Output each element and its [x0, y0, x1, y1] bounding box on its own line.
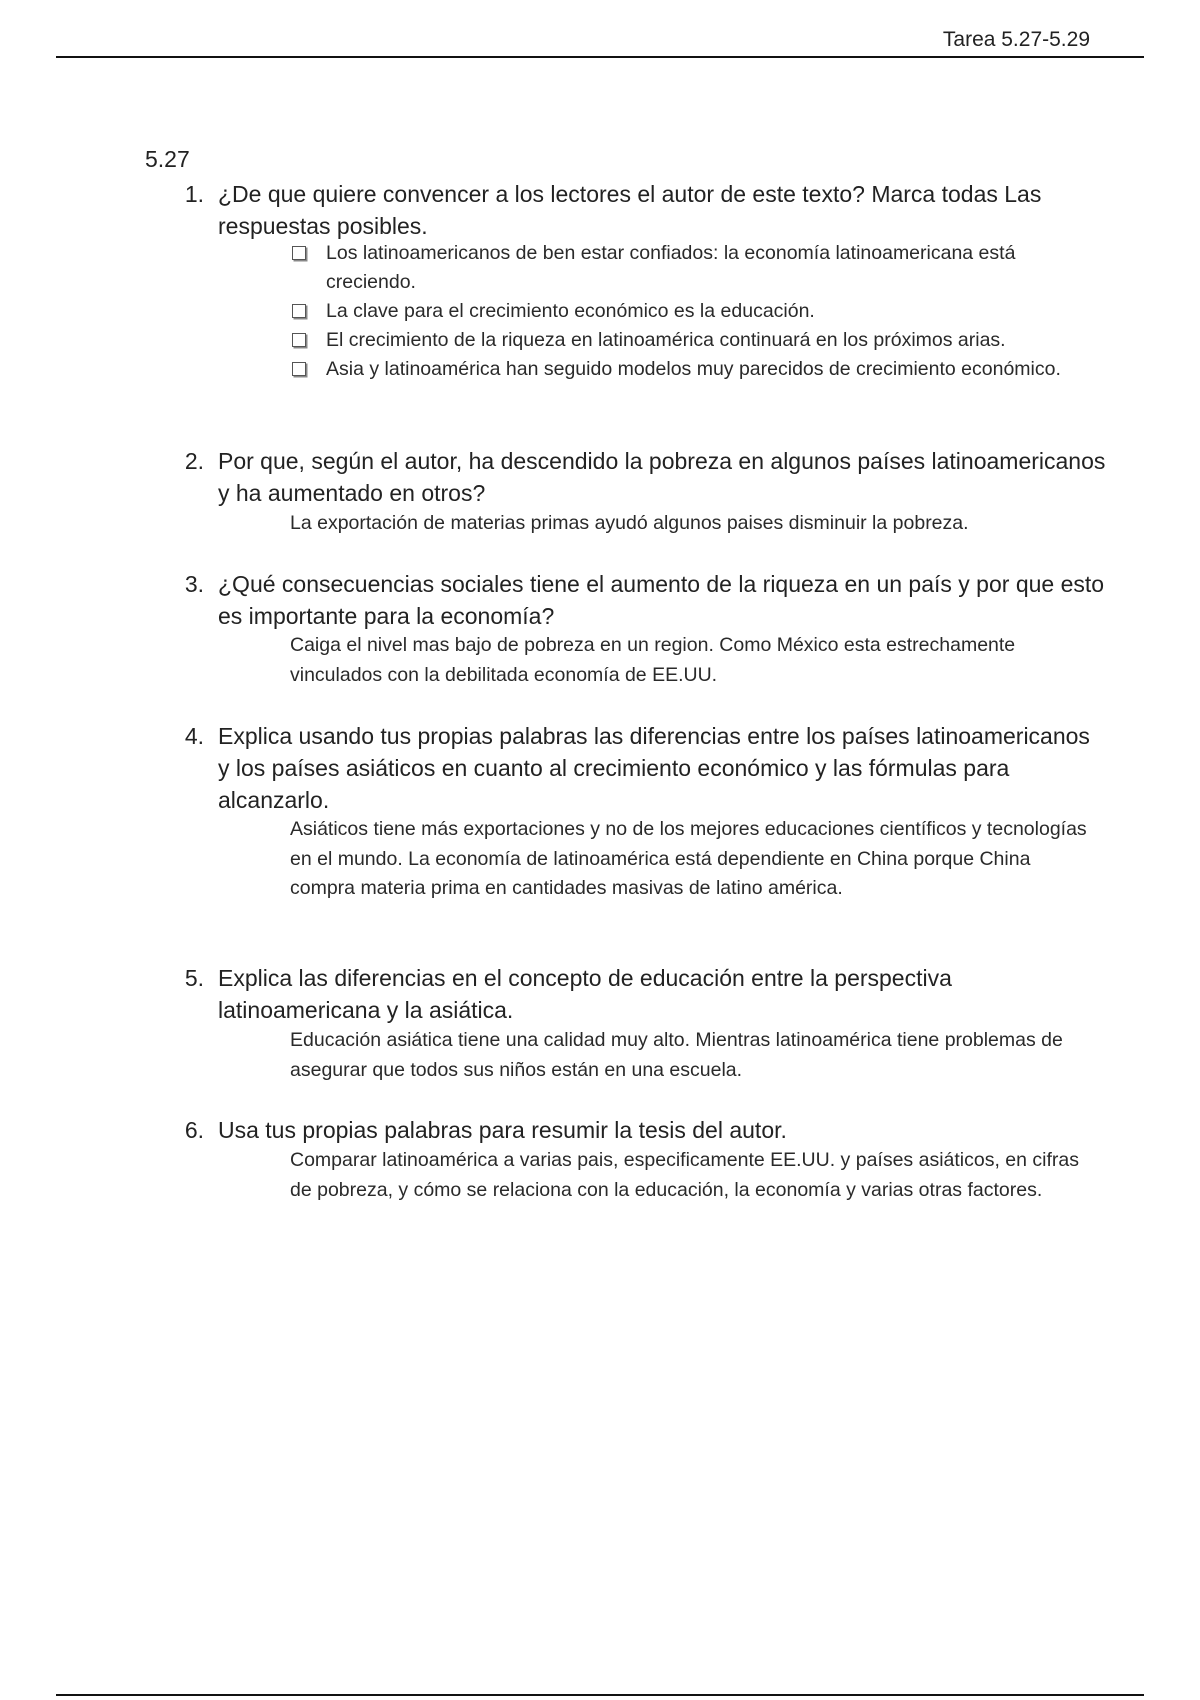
option-label: Asia y latinoamérica han seguido modelos muy parecidos de crecimiento económico.: [326, 358, 1061, 380]
checkbox-icon[interactable]: [292, 333, 306, 347]
question-number: 5.: [184, 965, 204, 991]
option-label: Los latinoamericanos de ben estar confiados: la economía latinoamericana está creciendo.: [326, 242, 1016, 293]
checkbox-icon[interactable]: [292, 362, 306, 376]
answer-text: Educación asiática tiene una calidad muy alto. Mientras latinoamérica tiene problemas de asegurar que todos sus niños están en una escuela.: [290, 1029, 1063, 1081]
answer-options: [290, 239, 1090, 384]
checkbox-icon[interactable]: [292, 246, 306, 260]
question-text: ¿Qué consecuencias sociales tiene el aumento de la riqueza en un país y por que esto es importante para la economía?: [218, 571, 1105, 629]
option-item[interactable]: [290, 297, 1090, 326]
question-text: Explica usando tus propias palabras las diferencias entre los países latinoamericanos y los países asiáticos en cuanto al crecimiento económico y las fórmulas para alcanzarlo.: [218, 723, 1090, 813]
question-3: [176, 568, 1106, 632]
question-text: ¿De que quiere convencer a los lectores el autor de este texto? Marca todas Las respuestas posibles.: [218, 181, 1042, 239]
option-label: La clave para el crecimiento económico es la educación.: [326, 300, 815, 322]
question-text: Explica las diferencias en el concepto de educación entre la perspectiva latinoamericana y la asiática.: [218, 965, 952, 1023]
question-number: 4.: [184, 723, 204, 749]
question-6: [176, 1114, 1106, 1146]
option-item[interactable]: [290, 239, 1090, 297]
document-title: Tarea 5.27-5.29: [942, 28, 1090, 51]
answer-text: Asiáticos tiene más exportaciones y no de los mejores educaciones científicos y tecnologías en el mundo. La economía de latinoamérica está dependiente en China porque China compra materia prima en cantidades masivas de latino américa.: [290, 818, 1087, 899]
answer-text: Caiga el nivel mas bajo de pobreza en un region. Como México esta estrechamente vinculados con la debilitada economía de EE.UU.: [290, 634, 1016, 686]
answer-text: Comparar latinoamérica a varias pais, especificamente EE.UU. y países asiáticos, en cifras de pobreza, y cómo se relaciona con la educación, la economía y varias otras factores.: [290, 1149, 1079, 1201]
question-4: [176, 720, 1106, 816]
question-text: Por que, según el autor, ha descendido la pobreza en algunos países latinoamericanos y ha aumentado en otros?: [218, 448, 1106, 506]
header-divider: [56, 56, 1144, 58]
question-number: 6.: [184, 1117, 204, 1143]
option-item[interactable]: [290, 326, 1090, 355]
option-item[interactable]: [290, 355, 1090, 384]
question-number: 1.: [184, 181, 204, 207]
question-number: 2.: [184, 448, 204, 474]
option-label: El crecimiento de la riqueza en latinoamérica continuará en los próximos arias.: [326, 329, 1006, 351]
question-text: Usa tus propias palabras para resumir la tesis del autor.: [218, 1117, 787, 1143]
question-number: 3.: [184, 571, 204, 597]
section-label: 5.27: [145, 146, 190, 172]
question-1: [176, 178, 1106, 242]
question-5: [176, 962, 1106, 1026]
answer-text: La exportación de materias primas ayudó algunos paises disminuir la pobreza.: [290, 512, 969, 534]
question-2: [176, 445, 1106, 509]
footer-divider: [56, 1694, 1144, 1696]
checkbox-icon[interactable]: [292, 304, 306, 318]
